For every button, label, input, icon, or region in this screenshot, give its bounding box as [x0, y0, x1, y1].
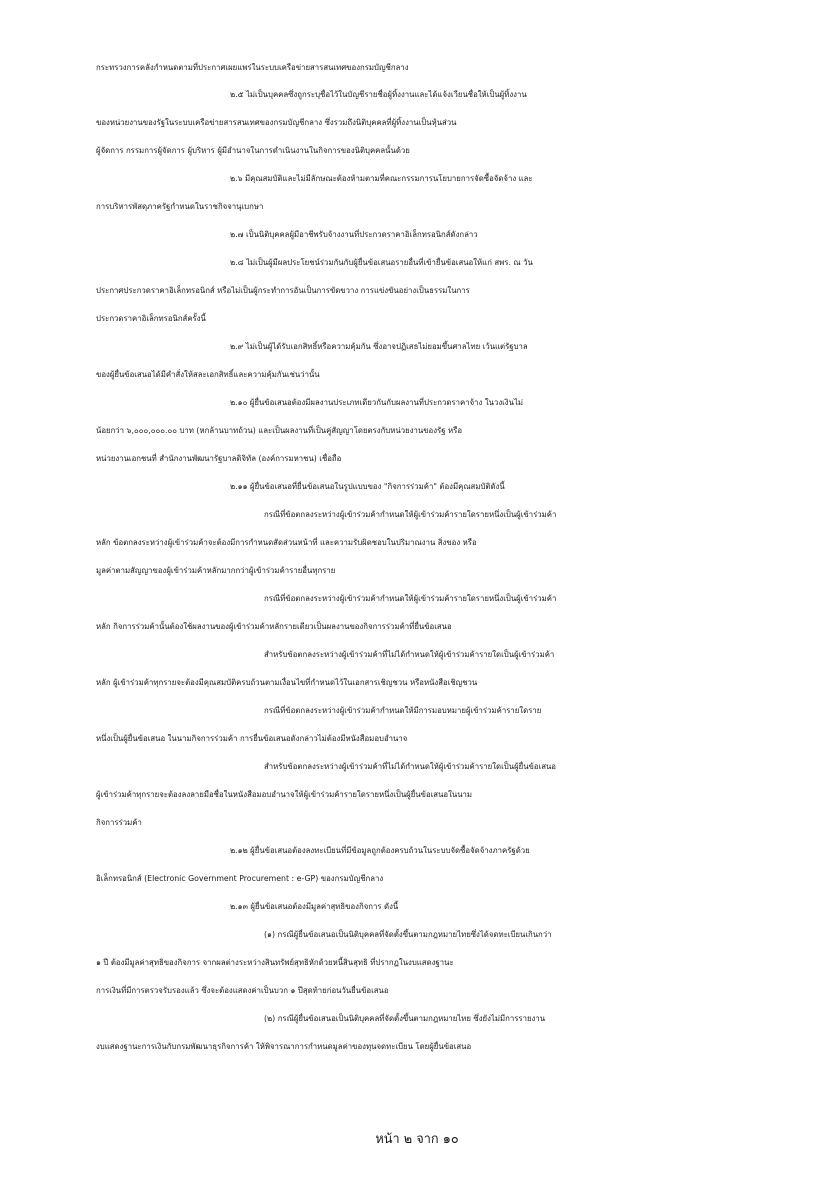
page-number: หน้า ๒ จาก ๑๐ — [375, 1132, 459, 1147]
clause-2-11: ๒.๑๑ ผู้ยื่นข้อเสนอที่ยื่นข้อเสนอในรูปแบบของ "กิจการร่วมค้า" ต้องมีคุณสมบัติดังนี้ — [230, 482, 505, 491]
text-line: หลัก ข้อตกลงระหว่างผู้เข้าร่วมค้าจะต้องมีการกำหนดสัดส่วนหน้าที่ และความรับผิดชอบในปริมาณงาน สิ่งของ หรือ — [96, 538, 477, 547]
text-line: (๒) กรณีผู้ยื่นข้อเสนอเป็นนิติบุคคลที่จัดตั้งขึ้นตามกฎหมายไทย ซึ่งยังไม่มีการรายงาน — [264, 1014, 546, 1023]
text-line: หน่วยงานเอกชนที่ สำนักงานพัฒนารัฐบาลดิจิทัล (องค์การมหาชน) เชื่อถือ — [96, 454, 342, 463]
text-line: การบริหารพัสดุภาครัฐกำหนดในราชกิจจานุเบกษา — [96, 202, 264, 211]
text-line: ผู้จัดการ กรรมการผู้จัดการ ผู้บริหาร ผู้มีอำนาจในการดำเนินงานในกิจการของนิติบุคคลนั้นด้วย — [96, 146, 410, 155]
text-line: หลัก กิจการร่วมค้านั้นต้องใช้ผลงานของผู้เข้าร่วมค้าหลักรายเดียวเป็นผลงานของกิจการร่วมค้าที่ยื่นข้อเสนอ — [96, 622, 452, 631]
clause-2-6: ๒.๖ มีคุณสมบัติและไม่มีลักษณะต้องห้ามตามที่คณะกรรมการนโยบายการจัดซื้อจัดจ้าง และ — [230, 174, 533, 183]
clause-2-7: ๒.๗ เป็นนิติบุคคลผู้มีอาชีพรับจ้างงานที่ประกวดราคาอิเล็กทรอนิกส์ดังกล่าว — [230, 230, 478, 239]
clause-2-13: ๒.๑๓ ผู้ยื่นข้อเสนอต้องมีมูลค่าสุทธิของกิจการ ดังนี้ — [230, 902, 399, 911]
text-line: งบแสดงฐานะการเงินกับกรมพัฒนาธุรกิจการค้า ให้พิจารณาการกำหนดมูลค่าของทุนจดทะเบียน โดยผู้ยื่นข้อเสนอ — [96, 1042, 472, 1051]
text-line: (๑) กรณีผู้ยื่นข้อเสนอเป็นนิติบุคคลที่จัดตั้งขึ้นตามกฎหมายไทยซึ่งได้จดทะเบียนเกินกว่า — [264, 930, 552, 939]
text-line: กรณีที่ข้อตกลงระหว่างผู้เข้าร่วมค้ากำหนดให้ผู้เข้าร่วมค้ารายใดรายหนึ่งเป็นผู้เข้าร่วมค้า — [264, 594, 557, 603]
text-line: ประกาศประกวดราคาอิเล็กทรอนิกส์ หรือไม่เป็นผู้กระทำการอันเป็นการขัดขวาง การแข่งขันอย่างเป็นธรรมในการ — [96, 286, 470, 295]
text-line: ประกวดราคาอิเล็กทรอนิกส์ครั้งนี้ — [96, 314, 206, 323]
text-line: ๑ ปี ต้องมีมูลค่าสุทธิของกิจการ จากผลต่างระหว่างสินทรัพย์สุทธิหักด้วยหนี้สินสุทธิ ที่ปรากฏในงบแสดงฐานะ — [96, 958, 454, 967]
text-line: กรณีที่ข้อตกลงระหว่างผู้เข้าร่วมค้ากำหนดให้ผู้เข้าร่วมค้ารายใดรายหนึ่งเป็นผู้เข้าร่วมค้า — [264, 510, 557, 519]
text-line: ผู้เข้าร่วมค้าทุกรายจะต้องลงลายมือชื่อในหนังสือมอบอำนาจให้ผู้เข้าร่วมค้ารายใดรายหนึ่งเป็นผู้ยื่นข้อเสนอในนาม — [96, 790, 473, 799]
text-line: กระทรวงการคลังกำหนดตามที่ประกาศเผยแพร่ในระบบเครือข่ายสารสนเทศของกรมบัญชีกลาง — [96, 63, 409, 72]
clause-2-10: ๒.๑๐ ผู้ยื่นข้อเสนอต้องมีผลงานประเภทเดียวกันกับผลงานที่ประกวดราคาจ้าง ในวงเงินไม่ — [230, 398, 524, 407]
clause-2-8: ๒.๘ ไม่เป็นผู้มีผลประโยชน์ร่วมกันกับผู้ยื่นข้อเสนอรายอื่นที่เข้ายื่นข้อเสนอให้แก่ สพร. ณ วัน — [230, 258, 533, 267]
text-line: ของผู้ยื่นข้อเสนอได้มีคำสั่งให้สละเอกสิทธิ์และความคุ้มกันเช่นว่านั้น — [96, 370, 320, 379]
text-line: กิจการร่วมค้า — [96, 818, 142, 827]
text-line: น้อยกว่า ๖,๐๐๐,๐๐๐.๐๐ บาท (หกล้านบาทถ้วน) และเป็นผลงานที่เป็นคู่สัญญาโดยตรงกับหน่วยงานของรัฐ หรือ — [96, 426, 463, 435]
text-line: อิเล็กทรอนิกส์ (Electronic Government Procurement : e-GP) ของกรมบัญชีกลาง — [96, 874, 384, 883]
text-line: มูลค่าตามสัญญาของผู้เข้าร่วมค้าหลักมากกว่าผู้เข้าร่วมค้ารายอื่นทุกราย — [96, 566, 336, 575]
text-line: การเงินที่มีการตรวจรับรองแล้ว ซึ่งจะต้องแสดงค่าเป็นบวก ๑ ปีสุดท้ายก่อนวันยื่นข้อเสนอ — [96, 986, 389, 995]
text-line: สำหรับข้อตกลงระหว่างผู้เข้าร่วมค้าที่ไม่ได้กำหนดให้ผู้เข้าร่วมค้ารายใดเป็นผู้เข้าร่วมค้า — [264, 650, 555, 659]
text-line: หลัก ผู้เข้าร่วมค้าทุกรายจะต้องมีคุณสมบัติครบถ้วนตามเงื่อนไขที่กำหนดไว้ในเอกสารเชิญชวน หรือหนังสือเชิญชวน — [96, 678, 478, 687]
text-line: สำหรับข้อตกลงระหว่างผู้เข้าร่วมค้าที่ไม่ได้กำหนดให้ผู้เข้าร่วมค้ารายใดเป็นผู้ยื่นข้อเสนอ — [264, 762, 556, 771]
text-line: ของหน่วยงานของรัฐในระบบเครือข่ายสารสนเทศของกรมบัญชีกลาง ซึ่งรวมถึงนิติบุคคลที่ผู้ทิ้งงานเป็นหุ้นส่วน — [96, 118, 457, 127]
clause-2-9: ๒.๙ ไม่เป็นผู้ได้รับเอกสิทธิ์หรือความคุ้มกัน ซึ่งอาจปฏิเสธไม่ยอมขึ้นศาลไทย เว้นแต่รัฐบาล — [230, 342, 528, 351]
clause-2-5: ๒.๕ ไม่เป็นบุคคลซึ่งถูกระบุชื่อไว้ในบัญชีรายชื่อผู้ทิ้งงานและได้แจ้งเวียนชื่อให้เป็นผู้ทิ้งงาน — [230, 90, 527, 99]
text-line: หนึ่งเป็นผู้ยื่นข้อเสนอ ในนามกิจการร่วมค้า การยื่นข้อเสนอดังกล่าวไม่ต้องมีหนังสือมอบอำนาจ — [96, 734, 408, 743]
text-line: กรณีที่ข้อตกลงระหว่างผู้เข้าร่วมค้ากำหนดให้มีการมอบหมายผู้เข้าร่วมค้ารายใดราย — [264, 706, 542, 715]
clause-2-12: ๒.๑๒ ผู้ยื่นข้อเสนอต้องลงทะเบียนที่มีข้อมูลถูกต้องครบถ้วนในระบบจัดซื้อจัดจ้างภาครัฐด้วย — [230, 846, 530, 855]
